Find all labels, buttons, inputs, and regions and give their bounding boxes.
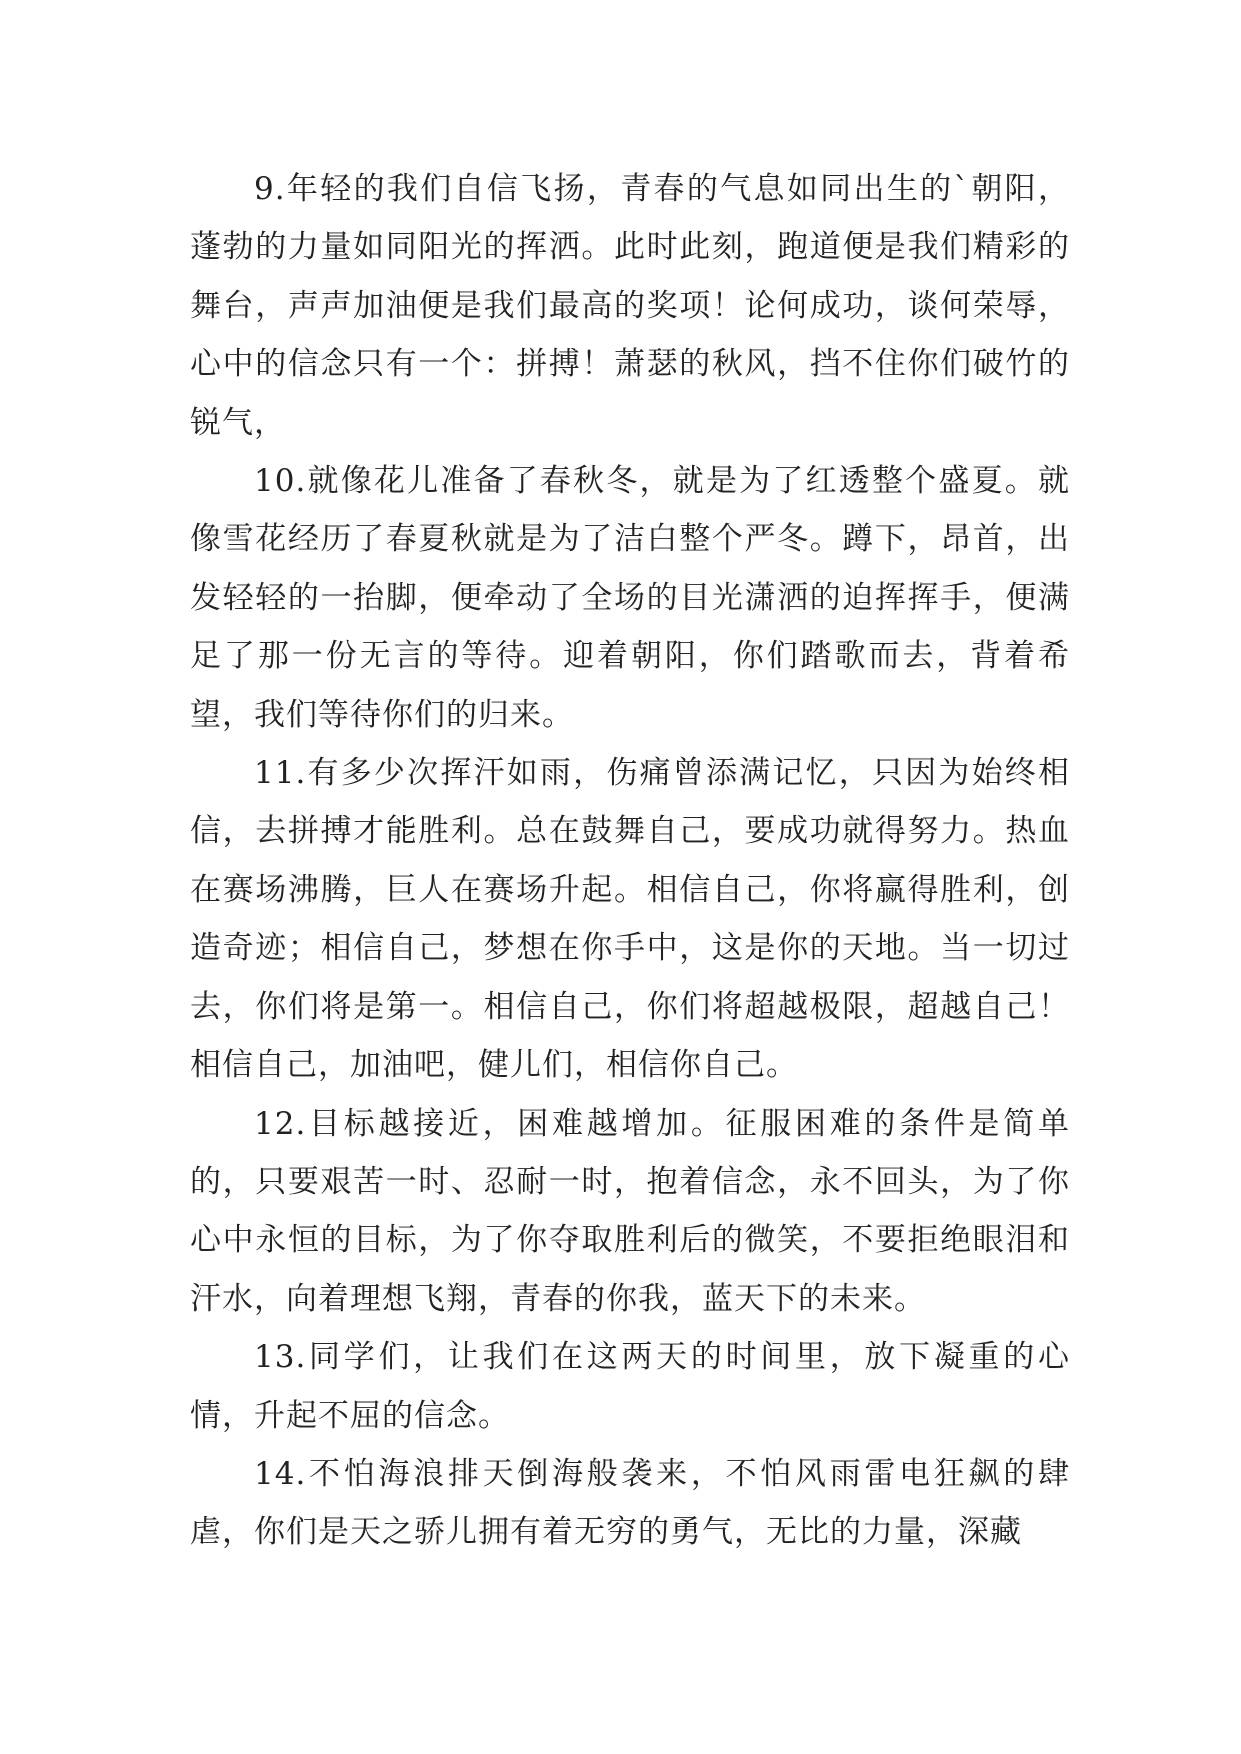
paragraph-9: 9.年轻的我们自信飞扬，青春的气息如同出生的`朝阳，蓬勃的力量如同阳光的挥洒。此时此刻，跑道便是我们精彩的舞台，声声加油便是我们最高的奖项！论何成功，谈何荣辱，心中的信念只有一个：拼搏！萧瑟的秋风，挡不住你们破竹的锐气，	[190, 171, 1070, 441]
document-body	[190, 160, 1070, 1562]
paragraph-11: 11.有多少次挥汗如雨，伤痛曾添满记忆，只因为始终相信，去拼搏才能胜利。总在鼓舞自己，要成功就得努力。热血在赛场沸腾，巨人在赛场升起。相信自己，你将赢得胜利，创造奇迹；相信自己，梦想在你手中，这是你的天地。当一切过去，你们将是第一。相信自己，你们将超越极限，超越自己！相信自己，加油吧，健儿们，相信你自己。	[190, 755, 1070, 1084]
paragraph-14: 14.不怕海浪排天倒海般袭来，不怕风雨雷电狂飙的肆虐，你们是天之骄儿拥有着无穷的勇气，无比的力量，深藏	[190, 1455, 1070, 1551]
paragraph-10: 10.就像花儿准备了春秋冬，就是为了红透整个盛夏。就像雪花经历了春夏秋就是为了洁白整个严冬。蹲下，昂首，出发轻轻的一抬脚，便牵动了全场的目光潇洒的迫挥挥手，便满足了那一份无言的等待。迎着朝阳，你们踏歌而去，背着希望，我们等待你们的归来。	[190, 463, 1070, 733]
paragraph-12: 12.目标越接近，困难越增加。征服困难的条件是简单的，只要艰苦一时、忍耐一时，抱着信念，永不回头，为了你心中永恒的目标，为了你夺取胜利后的微笑，不要拒绝眼泪和汗水，向着理想飞翔，青春的你我，蓝天下的未来。	[190, 1105, 1070, 1317]
paragraph-13: 13.同学们，让我们在这两天的时间里，放下凝重的心情，升起不屈的信念。	[190, 1339, 1070, 1434]
